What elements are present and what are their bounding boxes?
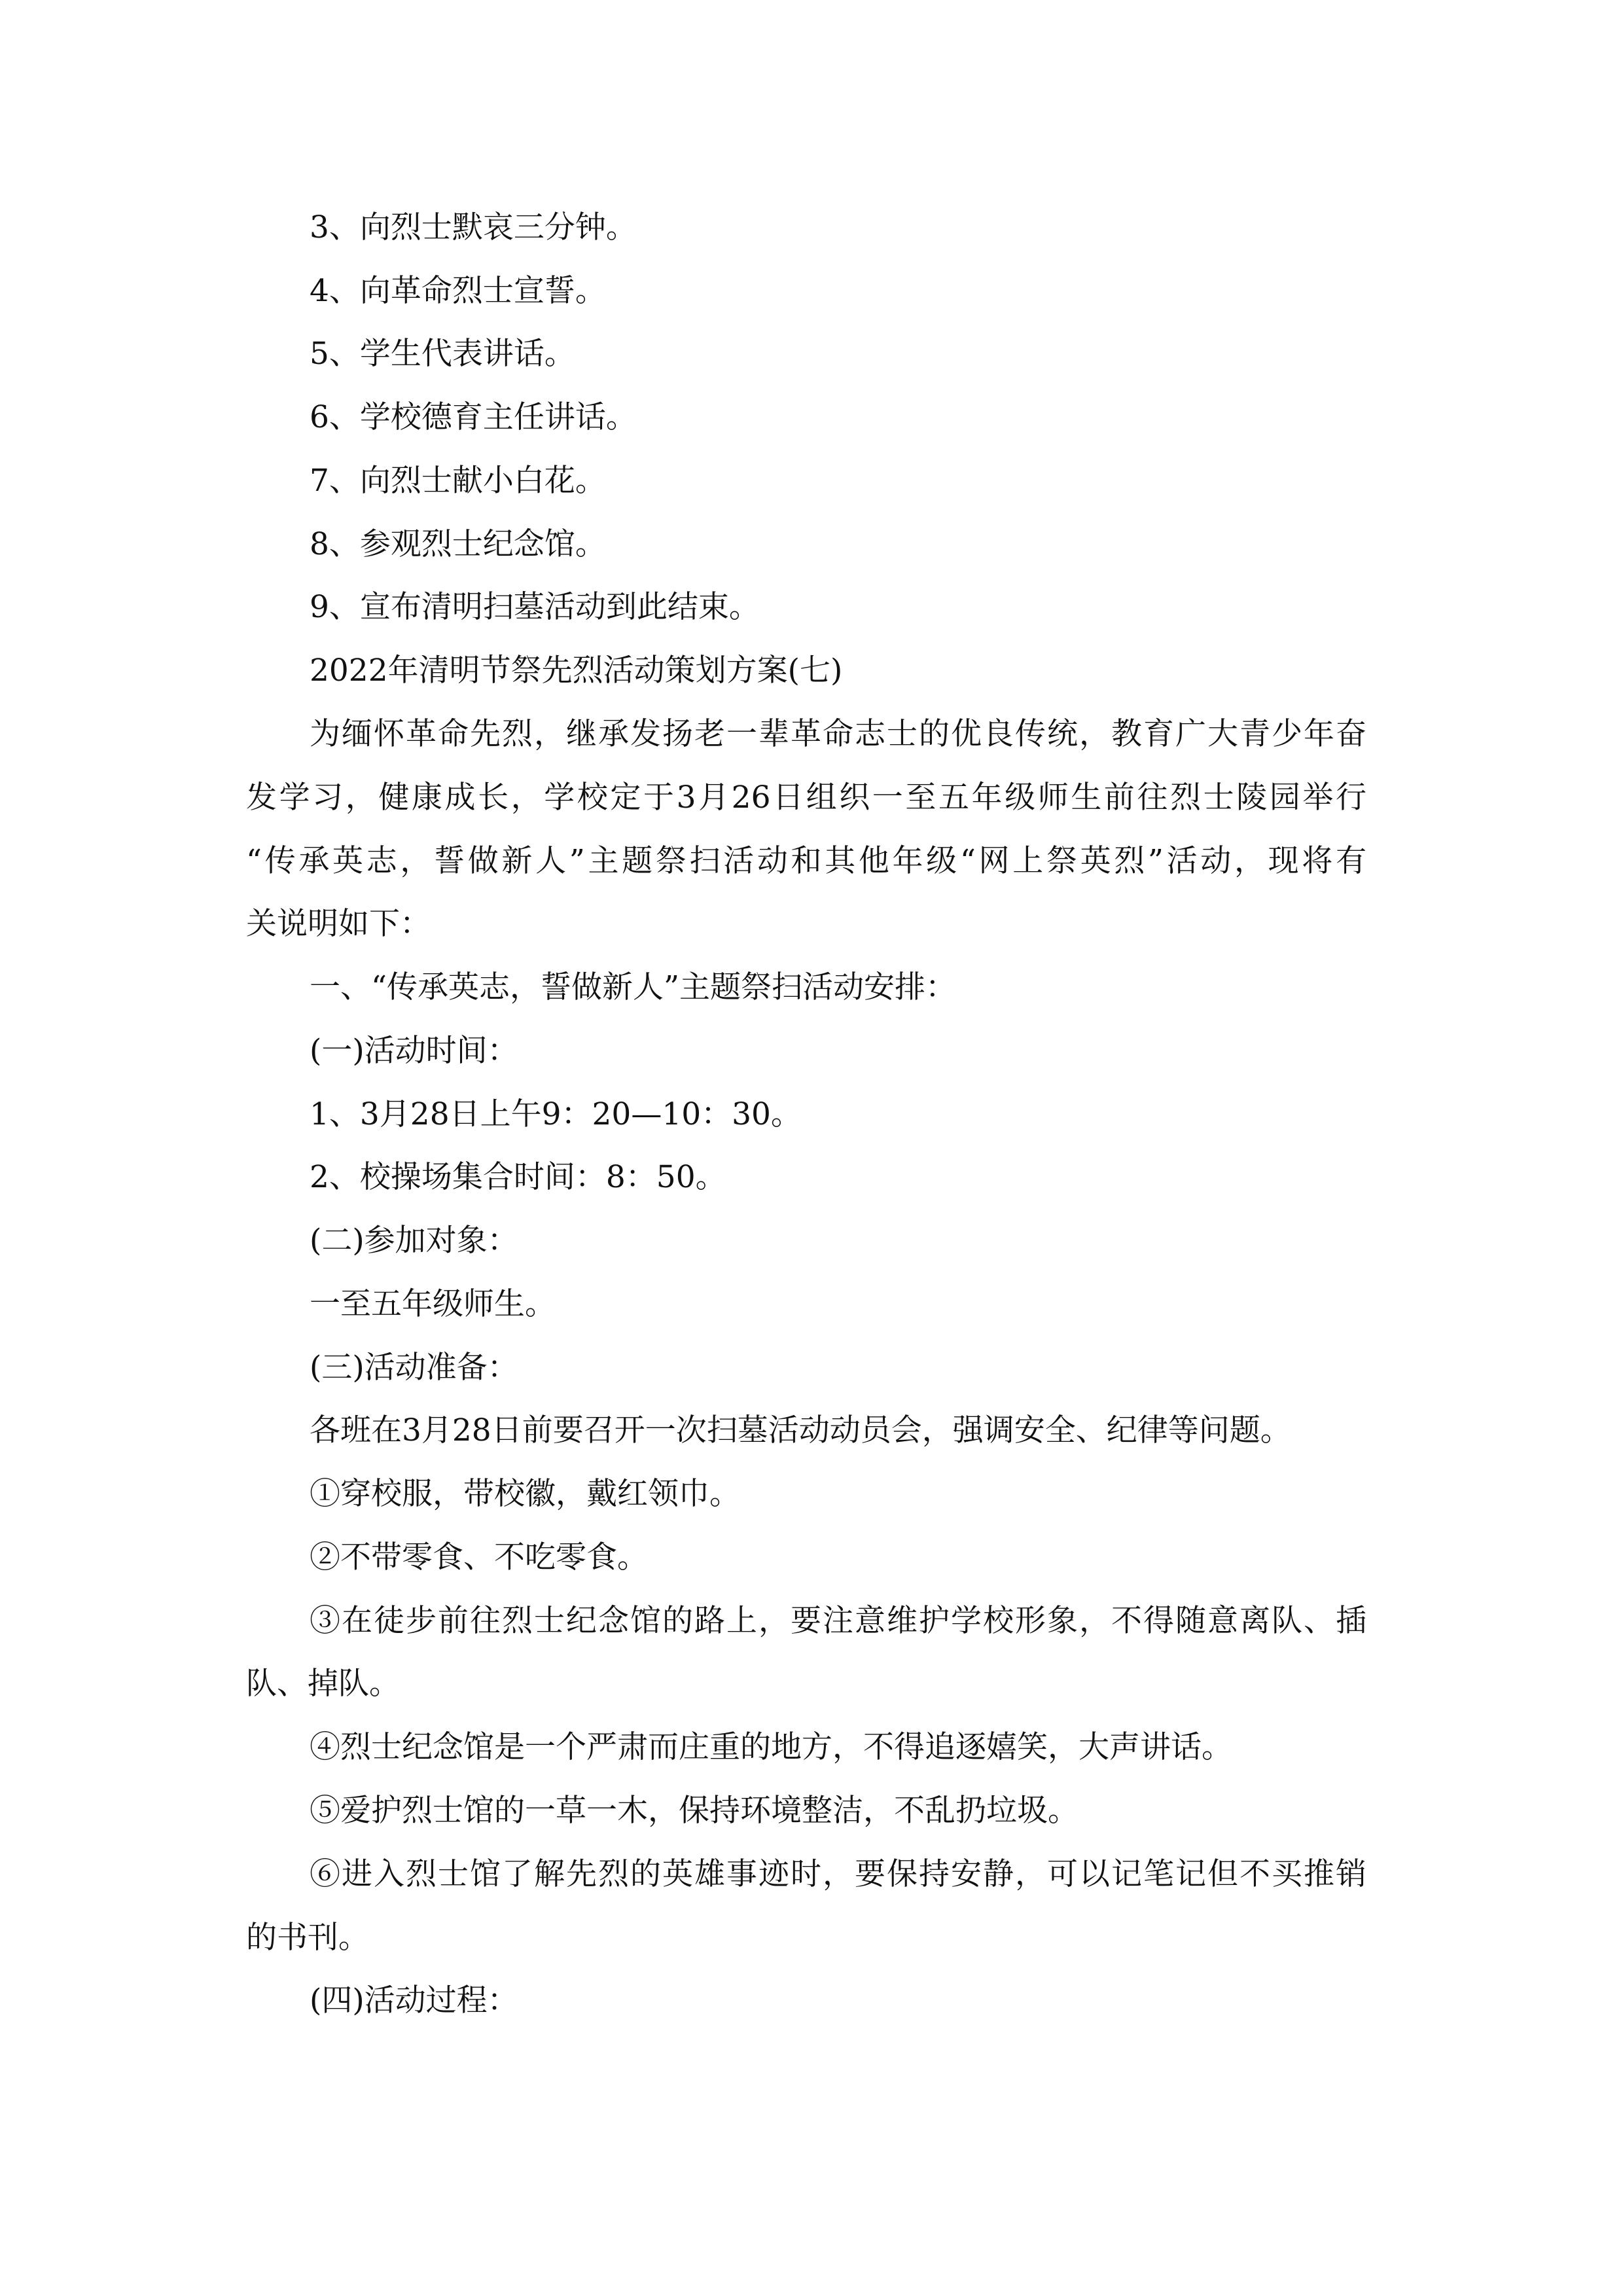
rule-item-4: ④烈士纪念馆是一个严肃而庄重的地方，不得追逐嬉笑，大声讲话。 [310, 1729, 1232, 1765]
list-item-step-8: 8、参观烈士纪念馆。 [310, 526, 606, 562]
list-item-step-6: 6、学校德育主任讲话。 [310, 399, 637, 435]
rule-item-6-continued: 的书刊。 [246, 1920, 369, 1956]
rule-item-3: ③在徒步前往烈士纪念馆的路上，要注意维护学校形象，不得随意离队、插 [310, 1603, 1366, 1639]
list-item-step-4: 4、向革命烈士宣誓。 [310, 273, 606, 309]
section-title: 2022年清明节祭先烈活动策划方案(七) [310, 653, 843, 689]
list-item-step-5: 5、学生代表讲话。 [310, 336, 575, 372]
rule-item-1: ①穿校服，带校徽，戴红领巾。 [310, 1476, 740, 1512]
preparation-text: 各班在3月28日前要召开一次扫墓活动动员会，强调安全、纪律等问题。 [310, 1412, 1291, 1448]
rule-item-3-continued: 队、掉队。 [246, 1666, 400, 1702]
rule-item-6: ⑥进入烈士馆了解先烈的英雄事迹时，要保持安静，可以记笔记但不买推销 [310, 1856, 1366, 1892]
intro-paragraph-line: 发学习，健康成长，学校定于3月26日组织一至五年级师生前往烈士陵园举行 [246, 780, 1366, 816]
rule-item-5: ⑤爱护烈士馆的一草一木，保持环境整洁，不乱扔垃圾。 [310, 1793, 1079, 1829]
list-item-step-9: 9、宣布清明扫墓活动到此结束。 [310, 589, 760, 625]
subheading-activity-process: (四)活动过程： [310, 1982, 518, 2018]
subheading-participants: (二)参加对象： [310, 1223, 518, 1259]
participants-text: 一至五年级师生。 [310, 1286, 556, 1322]
intro-paragraph-line: “传承英志，誓做新人”主题祭扫活动和其他年级“网上祭英烈”活动，现将有 [246, 843, 1366, 879]
rule-item-2: ②不带零食、不吃零食。 [310, 1539, 648, 1575]
list-item-time: 1、3月28日上午9：20—10：30。 [310, 1096, 802, 1132]
intro-paragraph-line: 为缅怀革命先烈，继承发扬老一辈革命志士的优良传统，教育广大青少年奋 [310, 716, 1366, 752]
subheading-activity-time: (一)活动时间： [310, 1033, 518, 1069]
list-item-step-3: 3、向烈士默哀三分钟。 [310, 209, 637, 245]
list-item-step-7: 7、向烈士献小白花。 [310, 463, 606, 499]
list-item-assembly-time: 2、校操场集合时间：8：50。 [310, 1159, 726, 1195]
intro-paragraph-line: 关说明如下： [246, 906, 431, 942]
heading-activity-arrangement: 一、“传承英志，誓做新人”主题祭扫活动安排： [310, 969, 957, 1005]
subheading-preparation: (三)活动准备： [310, 1350, 518, 1386]
